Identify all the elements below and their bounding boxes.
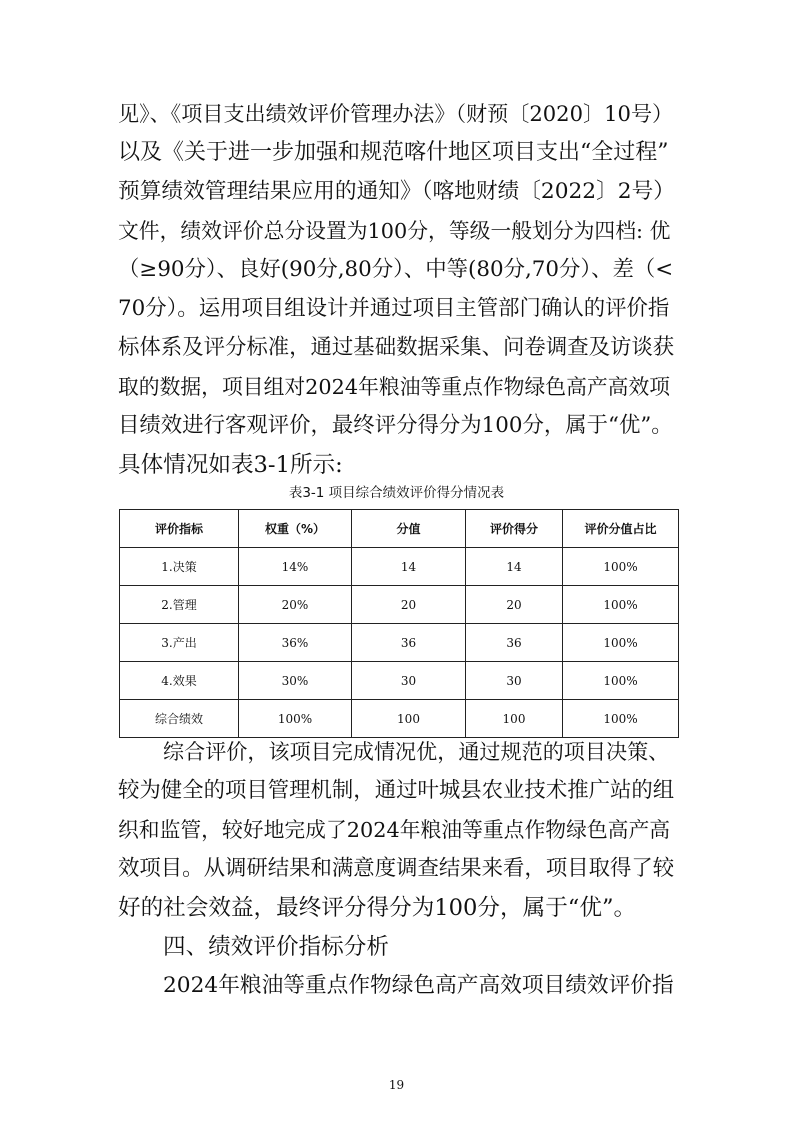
- text-line: [0, 213, 793, 249]
- table-cell: 14: [352, 548, 466, 586]
- text-line-content: 70分）。运用项目组设计并通过项目主管部门确认的评价指: [118, 296, 670, 321]
- table-row: [120, 548, 679, 586]
- text-line: [0, 812, 793, 848]
- table-row: [120, 624, 679, 662]
- text-line: [0, 135, 793, 171]
- text-line: [0, 174, 793, 210]
- table-cell: 36%: [239, 624, 352, 662]
- table-cell: 14: [466, 548, 563, 586]
- text-line: [0, 734, 793, 770]
- table-cell: 36: [466, 624, 563, 662]
- table-cell: 20: [352, 586, 466, 624]
- text-line: [0, 408, 793, 444]
- table-cell: 100%: [563, 624, 679, 662]
- text-line-content: 织和监管，较好地完成了2024年粮油等重点作物绿色高产高: [118, 818, 671, 842]
- table-row: [120, 662, 679, 700]
- text-line-content: 好的社会效益，最终评分得分为100分，属于“优”。: [118, 895, 637, 921]
- text-line: [0, 291, 793, 327]
- table-cell: 100%: [563, 662, 679, 700]
- header-weight: 权重（%）: [239, 510, 352, 548]
- table-row-total: [120, 700, 679, 738]
- text-line-content: 以及《关于进一步加强和规范喀什地区项目支出“全过程”: [118, 140, 669, 165]
- text-line-content: 预算绩效管理结果应用的通知》（喀地财绩〔2022〕2号）: [118, 179, 675, 204]
- table-cell: 1.决策: [120, 548, 239, 586]
- table-cell: 100%: [563, 700, 679, 738]
- text-line-content: 2024年粮油等重点作物绿色高产高效项目绩效评价指: [163, 973, 674, 998]
- text-line: [0, 252, 793, 288]
- text-line-content: 取的数据，项目组对2024年粮油等重点作物绿色高产高效项: [118, 375, 671, 399]
- table-cell: 100: [466, 700, 563, 738]
- table-caption: 表3-1 项目综合绩效评价得分情况表: [288, 485, 505, 501]
- text-line: [0, 369, 793, 405]
- text-line: [0, 773, 793, 809]
- text-line-content: 综合评价，该项目完成情况优，通过规范的项目决策、: [163, 739, 670, 764]
- text-line-content: 目绩效进行客观评价，最终评分得分为100分，属于“优”。: [118, 413, 673, 438]
- text-line: [0, 851, 793, 887]
- header-indicator: 评价指标: [120, 510, 239, 548]
- table-cell: 综合绩效: [120, 700, 239, 738]
- table-cell: 100%: [239, 700, 352, 738]
- table-cell: 100: [352, 700, 466, 738]
- table-cell: 30%: [239, 662, 352, 700]
- text-line-content: 效项目。从调研结果和满意度调查结果来看，项目取得了较: [118, 856, 675, 881]
- table-cell: 36: [352, 624, 466, 662]
- table-cell: 30: [466, 662, 563, 700]
- text-line-content: 见》、《项目支出绩效评价管理办法》（财预〔2020〕10号）: [118, 101, 674, 126]
- section-heading-text: 四、绩效评价指标分析: [163, 934, 389, 960]
- table-cell: 20%: [239, 586, 352, 624]
- score-table: [119, 509, 679, 738]
- table-cell: 3.产出: [120, 624, 239, 662]
- table-row: [120, 586, 679, 624]
- text-line-content: 较为健全的项目管理机制，通过叶城县农业技术推广站的组: [118, 778, 675, 803]
- table-cell: 4.效果: [120, 662, 239, 700]
- text-line: [0, 890, 793, 926]
- section-heading: [0, 929, 793, 965]
- text-line-content: 具体情况如表3-1所示:: [118, 452, 343, 478]
- header-score-ratio: 评价分值占比: [563, 510, 679, 548]
- table-cell: 14%: [239, 548, 352, 586]
- text-line: [0, 968, 793, 1004]
- table-header-row: [120, 510, 679, 548]
- header-score-value: 分值: [352, 510, 466, 548]
- table-cell: 20: [466, 586, 563, 624]
- table-cell: 2.管理: [120, 586, 239, 624]
- table-cell: 30: [352, 662, 466, 700]
- header-evaluation-score: 评价得分: [466, 510, 563, 548]
- text-line-content: 标体系及评分标准，通过基础数据采集、问卷调查及访谈获: [118, 335, 675, 360]
- text-line: [0, 330, 793, 366]
- text-line-content: （≥90分）、良好(90分,80分）、中等(80分,70分）、差（<: [118, 257, 674, 282]
- page-number: 19: [388, 1078, 405, 1092]
- text-line: [0, 447, 793, 483]
- table-cell: 100%: [563, 548, 679, 586]
- text-line-content: 文件，绩效评价总分设置为100分，等级一般划分为四档: 优: [118, 219, 671, 243]
- text-line: [0, 96, 793, 132]
- table-cell: 100%: [563, 586, 679, 624]
